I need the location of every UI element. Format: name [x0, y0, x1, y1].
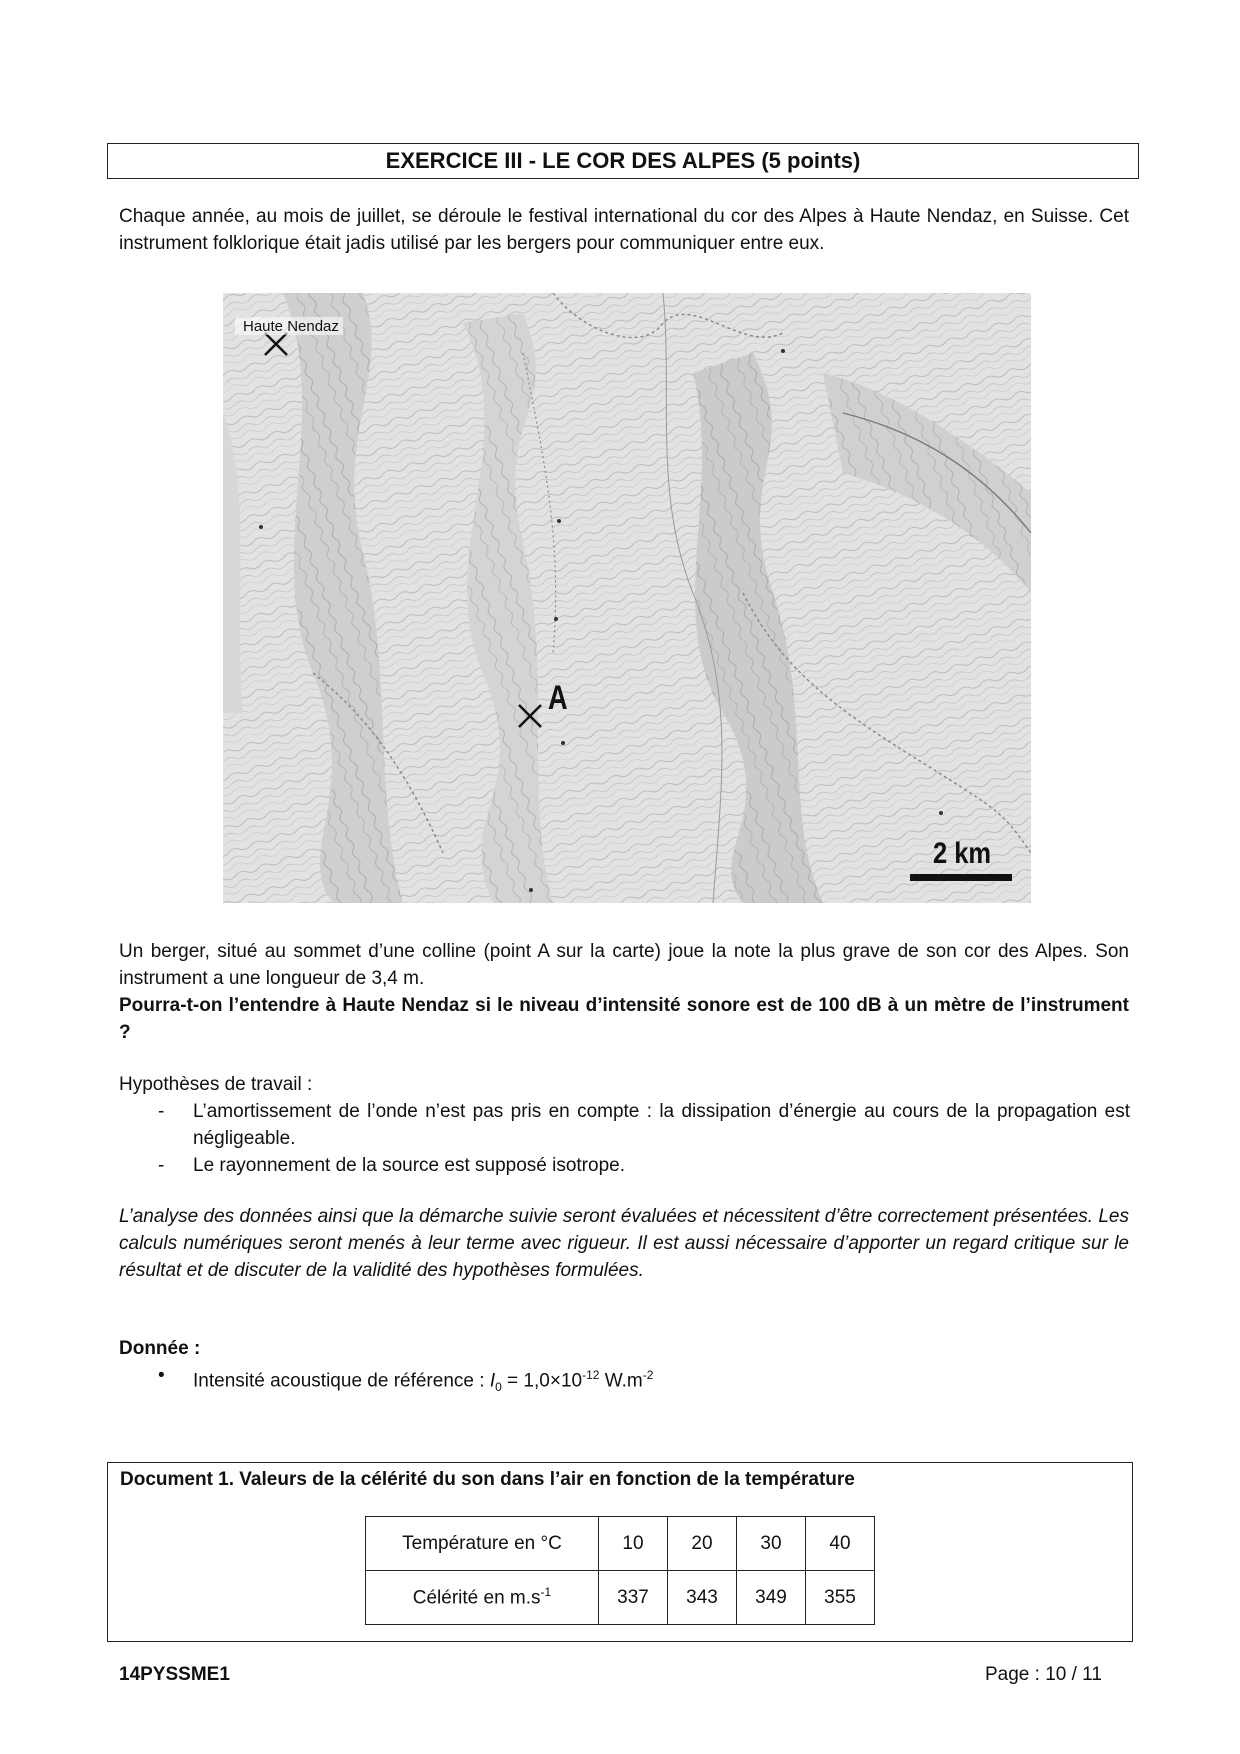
table-row — [366, 1571, 875, 1625]
table-cell: 355 — [806, 1571, 875, 1625]
scale-bar — [910, 874, 1012, 881]
haute-nendaz-label: Haute Nendaz — [243, 318, 339, 335]
table-cell: 30 — [737, 1517, 806, 1571]
map-image — [223, 293, 1031, 903]
table-header-speed: Célérité en $m.s^{-1}$ — [366, 1571, 599, 1625]
question-paragraph: Pourra-t-on l’entendre à Haute Nendaz si le niveau d’intensité sonore est de 100 dB à un mètre de l’instrument ? — [119, 995, 1129, 1043]
hypothesis-text: L’amortissement de l’onde n’est pas pris en compte : la dissipation d’énergie au cours de la propagation est négligeable. — [193, 1101, 1130, 1149]
list-item — [158, 1098, 1130, 1152]
topographic-map — [223, 293, 1031, 903]
hypothesis-text: Le rayonnement de la source est supposé isotrope. — [193, 1155, 625, 1176]
list-item — [158, 1152, 1130, 1179]
point-a-label: A — [548, 678, 568, 717]
speed-table — [365, 1516, 875, 1625]
table-cell: 10 — [599, 1517, 668, 1571]
table-row — [366, 1517, 875, 1571]
table-cell: 349 — [737, 1571, 806, 1625]
hypotheses-heading: Hypothèses de travail : — [119, 1074, 313, 1095]
list-bullet: - — [158, 1155, 165, 1176]
footer-page-number: Page : 10 / 11 — [985, 1664, 1102, 1685]
exercise-title: EXERCICE III - LE COR DES ALPES (5 points) — [107, 143, 1139, 179]
list-bullet: - — [158, 1101, 165, 1122]
situation-paragraph: Un berger, situé au sommet d’une colline (point A sur la carte) joue la note la plus grave de son cor des Alpes. Son instrument a une longueur de 3,4 m. — [119, 941, 1129, 989]
donnee-text: Intensité acoustique de référence : $I_0 = 1,0\times 10^{-12}$ $W.m^{-2}$ — [193, 1368, 654, 1395]
table-cell: 337 — [599, 1571, 668, 1625]
donnee-heading: Donnée : — [119, 1338, 201, 1359]
analysis-note: L’analyse des données ainsi que la démarche suivie seront évaluées et nécessitent d’être correctement présentées. Les calculs numériques seront menés à leur terme avec rigueur. Il est aussi nécessaire d’apporter un regard critique sur le résultat et de discuter de la validité des hypothèses formulées. — [119, 1206, 1129, 1281]
table-cell: 40 — [806, 1517, 875, 1571]
bullet-icon: • — [158, 1365, 165, 1386]
table-cell: 20 — [668, 1517, 737, 1571]
table-cell: 343 — [668, 1571, 737, 1625]
table-header-temperature: Température en °C — [366, 1517, 599, 1571]
hypotheses-list — [158, 1098, 1130, 1178]
scale-label: 2 km — [933, 836, 992, 870]
footer-code: 14PYSSME1 — [119, 1664, 230, 1685]
document-1-title: Document 1. Valeurs de la célérité du son dans l’air en fonction de la température — [120, 1469, 855, 1490]
document-1 — [107, 1462, 1133, 1642]
intro-paragraph: Chaque année, au mois de juillet, se déroule le festival international du cor des Alpes à Haute Nendaz, en Suisse. Cet instrument folklorique était jadis utilisé par les bergers pour communiquer entre eux. — [119, 206, 1129, 254]
